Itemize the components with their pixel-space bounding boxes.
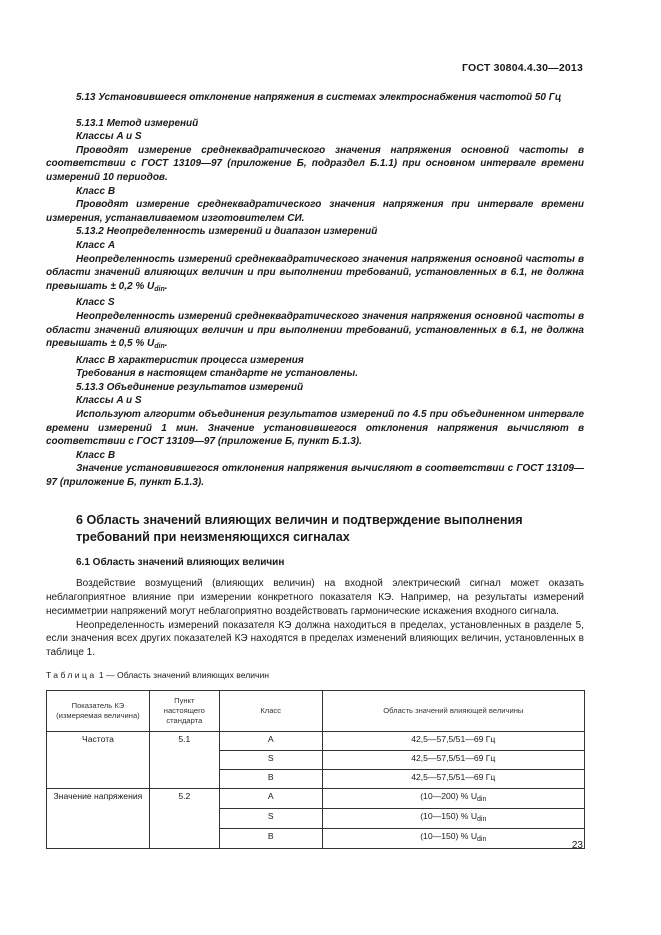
header-class: Класс (219, 691, 322, 732)
uncertainty-s-text: Неопределенность измерений среднеквадратического значения напряжения основной частоты в области значений влияющих величин и при выполнении требований, установленных в 6.1, не должна превышать ± 0,5 % U (46, 310, 584, 350)
class-a-label: Класс A (76, 239, 116, 251)
class-b-label-2: Класс B (76, 449, 116, 461)
clause-cell: 5.2 (149, 789, 219, 849)
paragraph-uncertainty-s (46, 310, 584, 354)
class-b-label: Класс B (76, 185, 116, 197)
section-5-13-title: 5.13 Установившееся отклонение напряжения в системах электроснабжения частотой 50 Гц (76, 92, 562, 103)
section-5-13-2-heading: 5.13.2 Неопределенность измерений и диапазон измерений (76, 226, 378, 238)
range-subscript: din (477, 836, 487, 843)
section-6-1-heading: 6.1 Область значений влияющих величин (76, 556, 285, 568)
table-header-row (47, 691, 585, 732)
page-content (46, 91, 584, 849)
section-5-13-3-heading: 5.13.3 Объединение результатов измерений (76, 381, 304, 393)
class-b-characteristics-label: Класс B характеристик процесса измерения (76, 354, 304, 366)
paragraph-uncertainty-a (46, 253, 584, 297)
range-text: (10—150) % U (420, 811, 478, 821)
range-cell: 42,5—57,5/51—69 Гц (322, 751, 584, 770)
section-5-13-1-heading: 5.13.1 Метод измерений (76, 117, 199, 129)
page-number: 23 (571, 840, 583, 851)
indicator-cell: Частота (47, 732, 150, 789)
table-caption-text: 1 — Область значений влияющих величин (98, 670, 270, 680)
paragraph-method-as: Проводят измерение среднеквадратического значения напряжения основной частоты в соответствии с ГОСТ 13109—97 (приложение Б, подраздел Б.1.1) при основном интервале времени измерений 10 периодов. (46, 144, 584, 183)
table-caption (46, 670, 584, 680)
uncertainty-a-text: Неопределенность измерений среднеквадратического значения напряжения основной частоты в области значений влияющих величин и при выполнении требований, установленных в 6.1, не должна превышать ± 0,2 % U (46, 253, 584, 292)
uncertainty-s-subscript: din (154, 343, 165, 351)
class-cell: S (219, 809, 322, 829)
uncertainty-s-end: . (164, 338, 168, 350)
class-s-label: Класс S (76, 297, 115, 309)
paragraph-not-established: Требования в настоящем стандарте не установлены. (76, 368, 358, 380)
range-subscript: din (477, 816, 487, 823)
class-cell: S (219, 751, 322, 770)
range-text: (10—150) % U (420, 831, 478, 841)
class-cell: A (219, 732, 322, 751)
classes-a-s-label: Классы A и S (76, 131, 142, 143)
range-subscript: din (477, 796, 487, 803)
document-id-header: ГОСТ 30804.4.30—2013 (461, 62, 583, 74)
indicator-cell: Значение напряжения (47, 789, 150, 849)
paragraph-influence: Воздействие возмущений (влияющих величин) на входной электрический сигнал может оказать неблагоприятное влияние при измерении конкретного показателя КЭ. Например, на результаты измерений несимметрии напряжений могут неблагоприятно воздействовать гармонические искажения входного сигнала. (46, 578, 584, 617)
range-cell: 42,5—57,5/51—69 Гц (322, 770, 584, 789)
range-text: (10—200) % U (420, 791, 478, 801)
range-cell: 42,5—57,5/51—69 Гц (322, 732, 584, 751)
clause-cell: 5.1 (149, 732, 219, 789)
range-cell (322, 809, 584, 829)
paragraph-method-b: Проводят измерение среднеквадратического значения напряжения при интервале времени измерения, устанавливаемом изготовителем СИ. (46, 199, 584, 224)
influence-quantities-table (46, 690, 585, 849)
table-row (47, 789, 585, 809)
header-range: Область значений влияющей величины (322, 691, 584, 732)
section-6-heading: 6 Область значений влияющих величин и подтверждение выполнения требований при неизменяющихся сигналах (76, 512, 523, 544)
classes-a-s-label-2: Классы A и S (76, 395, 142, 407)
paragraph-uncertainty-limits: Неопределенность измерений показателя КЭ должна находиться в пределах, установленных в разделе 5, если значения всех других показателей КЭ находятся в пределах изменений влияющих величин, установленных в таблице 1. (46, 619, 584, 659)
uncertainty-a-end: . (164, 280, 168, 292)
class-cell: B (219, 829, 322, 849)
table-row (47, 732, 585, 751)
header-indicator: Показатель КЭ (измеряемая величина) (47, 691, 150, 732)
paragraph-aggregation-b: Значение установившегося отклонения напряжения вычисляют в соответствии с ГОСТ 13109—97 (приложение Б, пункт Б.1.3). (46, 463, 584, 489)
range-cell (322, 829, 584, 849)
header-clause: Пункт настоящего стандарта (149, 691, 219, 732)
table-caption-label: Таблица (46, 670, 97, 680)
uncertainty-a-subscript: din (154, 285, 165, 293)
range-cell (322, 789, 584, 809)
class-cell: B (219, 770, 322, 789)
class-cell: A (219, 789, 322, 809)
paragraph-aggregation-as: Используют алгоритм объединения результатов измерений по 4.5 при объединенном интервале времени измерений 1 мин. Значение установившегося отклонения напряжения вычисляют в соответствии с ГОСТ 13109—97 (приложение Б, пункт Б.1.3). (46, 409, 584, 448)
